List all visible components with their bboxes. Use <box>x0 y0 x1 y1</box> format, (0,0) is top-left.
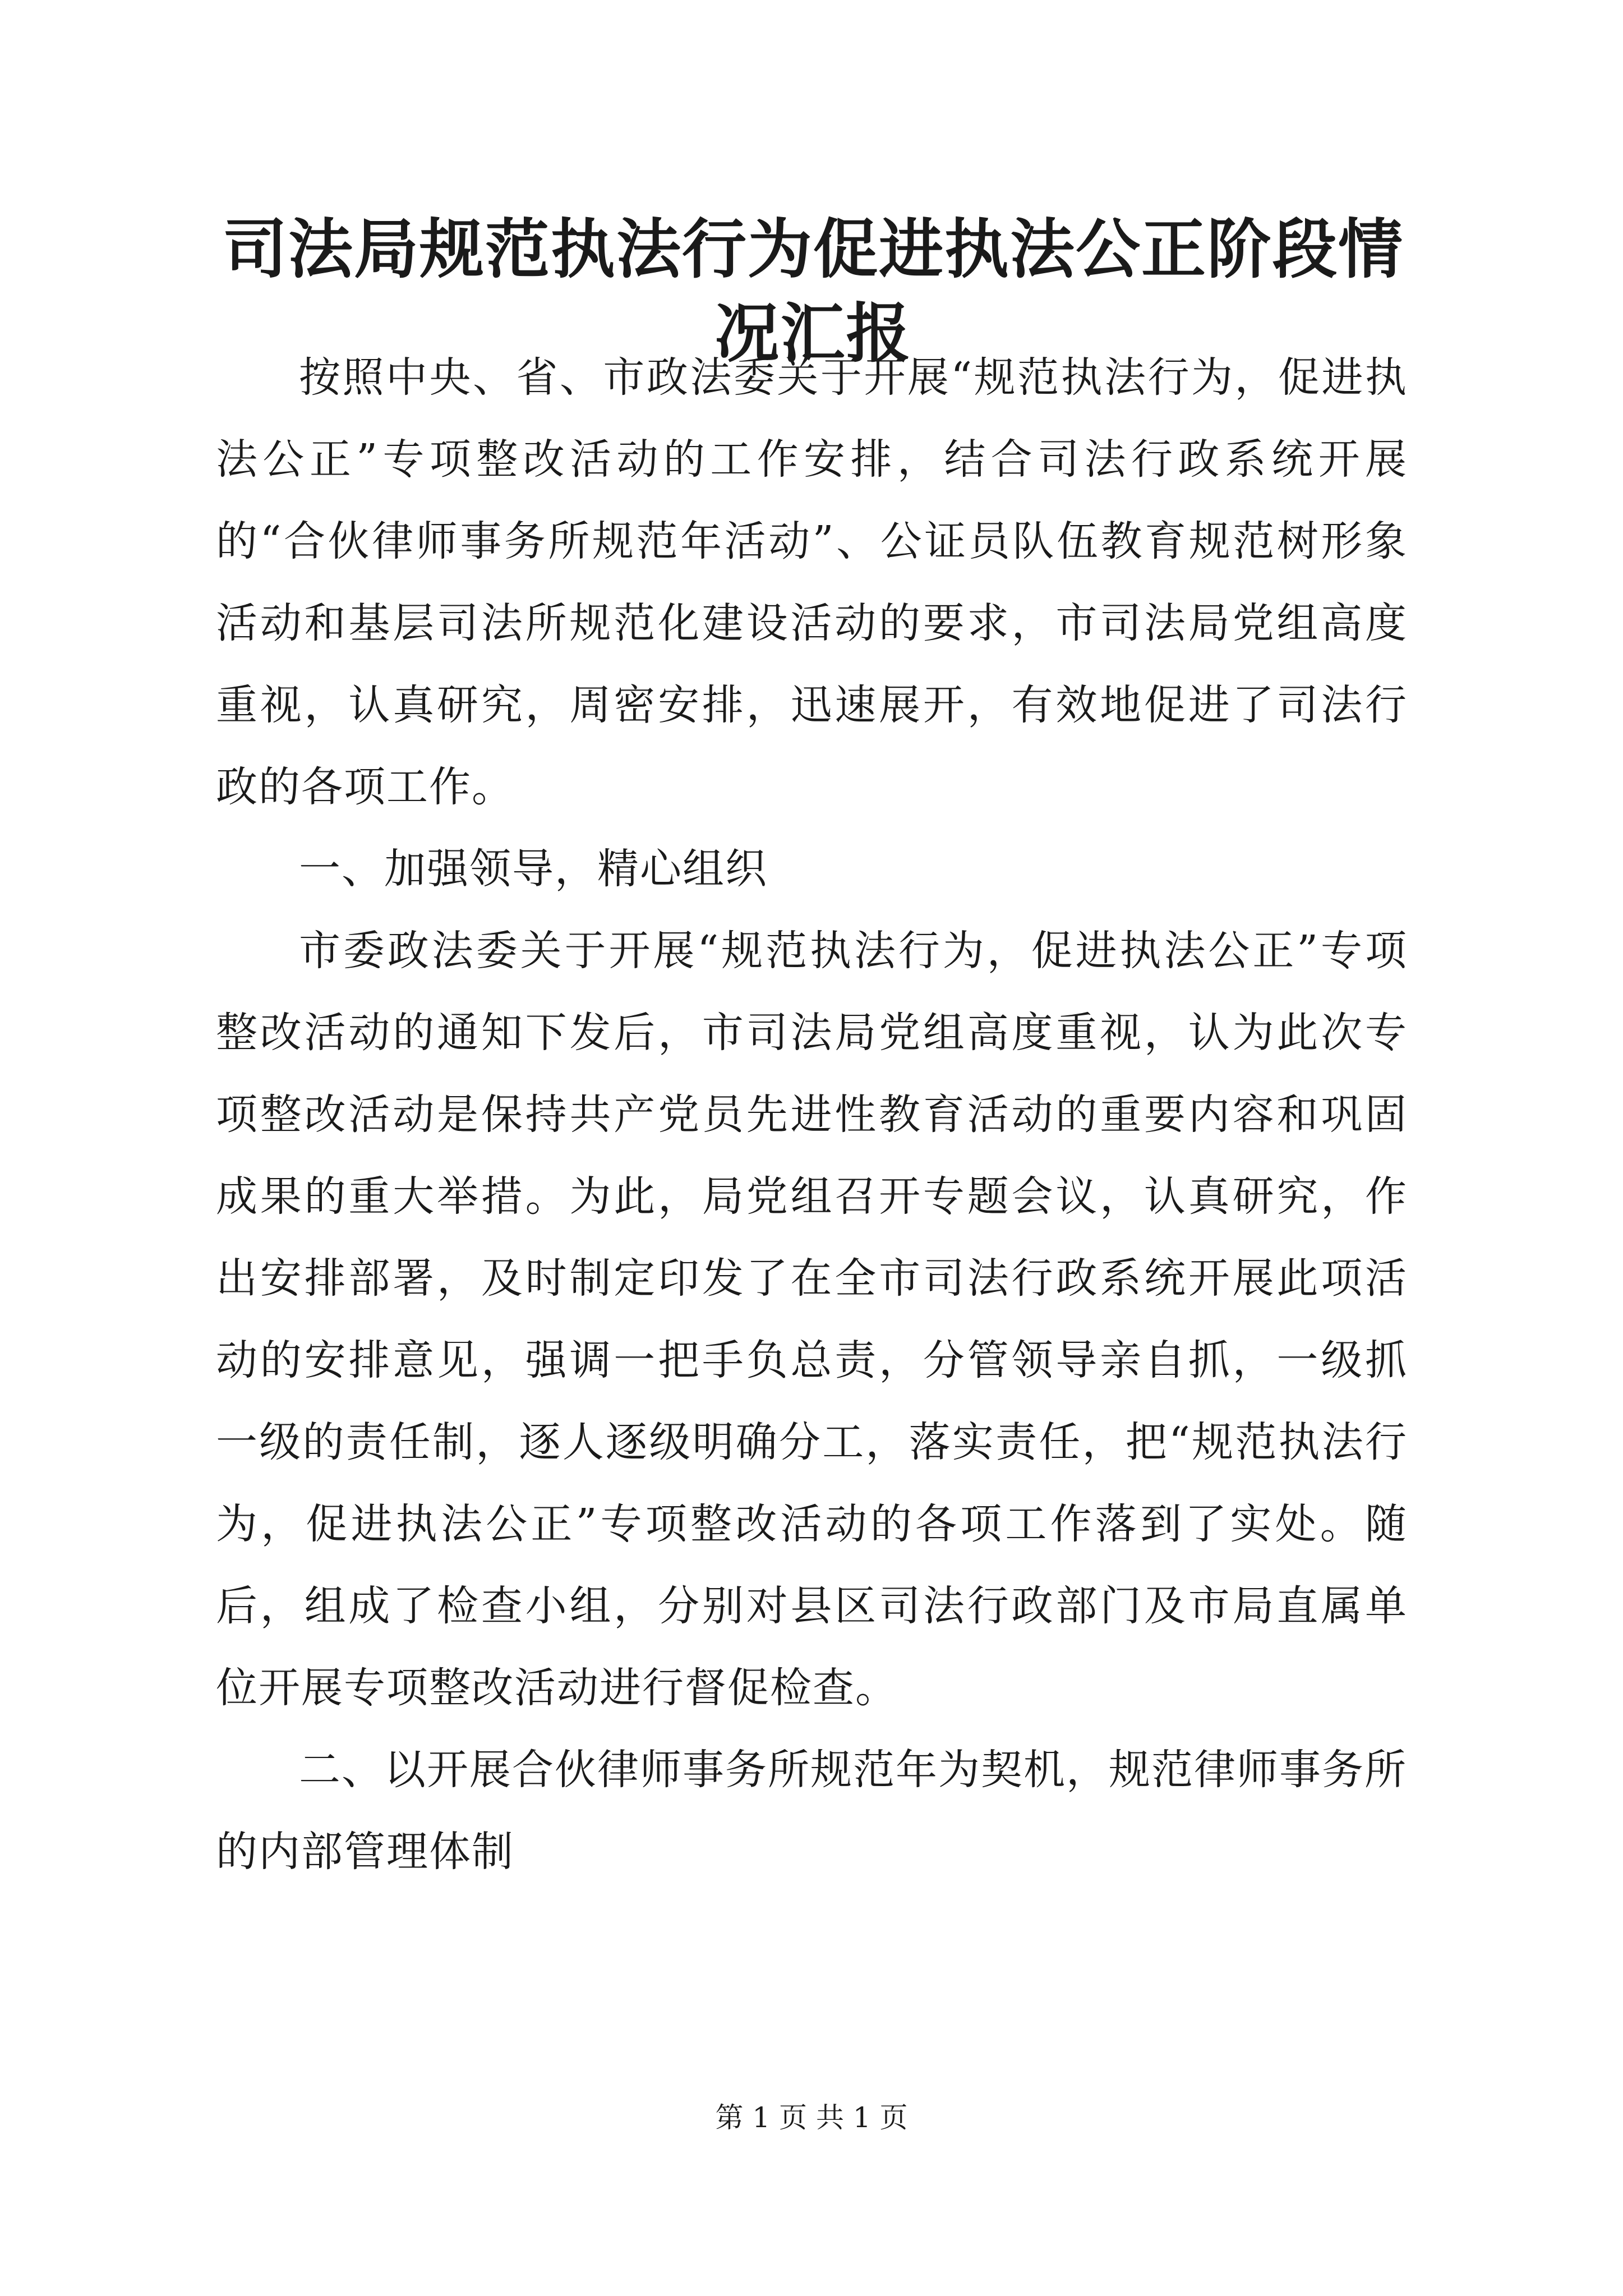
section-heading-2: 二、以开展合伙律师事务所规范年为契机，规范律师事务所的内部管理体制 <box>216 1746 1407 1876</box>
intro-paragraph: 按照中央、省、市政法委关于开展“规范执法行为，促进执法公正”专项整改活动的工作安排，结合司法行政系统开展的“合伙律师事务所规范年活动”、公证员队伍教育规范树形象活动和基层司法所规范化建设活动的要求，市司法局党组高度重视，认真研究，周密安排，迅速展开，有效地促进了司法行政的各项工作。 <box>216 353 1408 811</box>
page-number-footer: 第 1 页 共 1 页 <box>715 2101 908 2134</box>
document-body <box>216 337 1408 1893</box>
document-title: 司法局规范执法行为促进执法公正阶段情况汇报 <box>222 211 1404 371</box>
section-heading-1: 一、加强领导，精心组织 <box>299 845 768 893</box>
section-1-paragraph: 市委政法委关于开展“规范执法行为，促进执法公正”专项整改活动的通知下发后，市司法局党组高度重视，认为此次专项整改活动是保持共产党员先进性教育活动的重要内容和巩固成果的重大举措。为此，局党组召开专题会议，认真研究，作出安排部署，及时制定印发了在全市司法行政系统开展此项活动的安排意见，强调一把手负总责，分管领导亲自抓，一级抓一级的责任制，逐人逐级明确分工，落实责任，把“规范执法行为，促进执法公正”专项整改活动的各项工作落到了实处。随后，组成了检查小组，分别对县区司法行政部门及市局直属单位开展专项整改活动进行督促检查。 <box>216 927 1408 1712</box>
